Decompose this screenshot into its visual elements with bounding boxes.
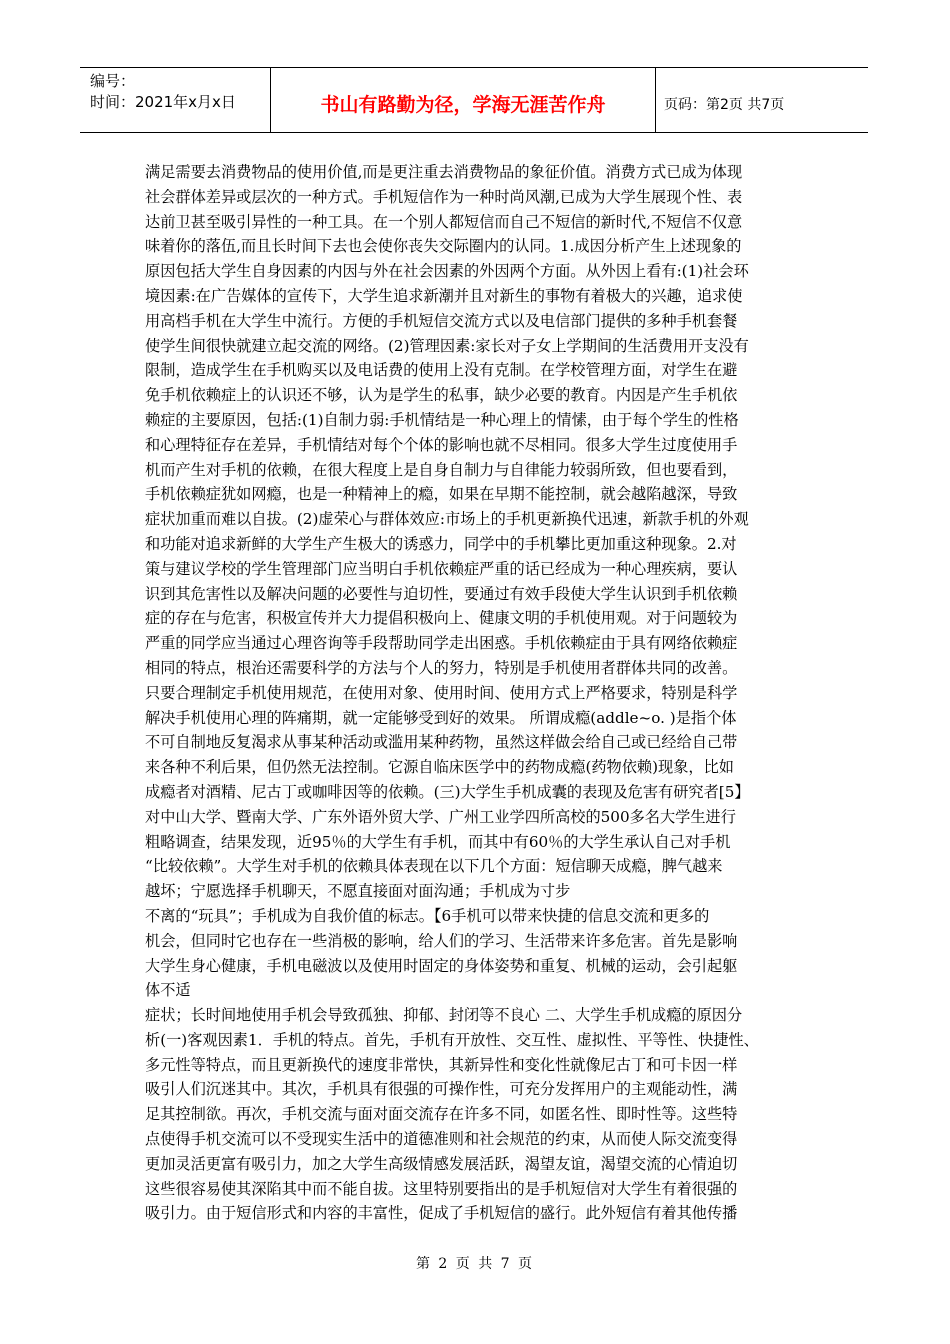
body-text-line: 原因包括大学生自身因素的内因与外在社会因素的外因两个方面。从外因上看有:(1)社会环: [145, 262, 749, 281]
body-text-line: “比较依赖”。大学生对手机的依赖具体表现在以下几个方面：短信聊天成瘾，脾气越来: [145, 857, 723, 876]
body-text-line: 越坏；宁愿选择手机聊天，不愿直接面对面沟通；手机成为寸步: [145, 882, 571, 901]
body-text-line: 机而产生对手机的依赖，在很大程度上是自身自制力与自律能力较弱所致，但也要看到，: [145, 460, 738, 479]
body-text-line: 足其控制欲。再次，手机交流与面对面交流存在许多不同，如匿名性、即时性等。这些特: [145, 1105, 738, 1124]
body-text-line: 机会，但同时它也存在一些消极的影响，给人们的学习、生活带来许多危害。首先是影响: [145, 931, 738, 950]
header-page-label: 页码：第2页 共7页: [664, 97, 785, 113]
body-text-line: 免手机依赖症上的认识还不够，认为是学生的私事，缺少必要的教育。内因是产生手机依: [145, 386, 738, 405]
body-text-line: 症的存在与危害，积极宣传并大力提倡积极向上、健康文明的手机使用观。对于问题较为: [145, 609, 738, 628]
body-text-line: 症状；长时间地使用手机会导致孤独、抑郁、封闭等不良心 二、大学生手机成瘾的原因分: [145, 1006, 743, 1025]
header-divider-left: [270, 68, 271, 132]
document-body: [145, 160, 815, 1226]
header-motto: 书山有路勤为径，学海无涯苦作舟: [320, 94, 606, 116]
header-number-label: 编号：: [90, 72, 136, 90]
body-text-line: 严重的同学应当通过心理咨询等手段帮助同学走出困惑。手机依赖症由于具有网络依赖症: [145, 634, 738, 653]
body-text-line: 味着你的落伍,而且长时间下去也会使你丧失交际圈内的认同。1.成因分析产生上述现象的: [145, 237, 742, 256]
header-bottom-rule: [80, 132, 868, 133]
body-text-line: 使学生间很快就建立起交流的网络。(2)管理因素:家长对子女上学期间的生活费用开支没有: [145, 336, 749, 355]
body-text-line: 吸引力。由于短信形式和内容的丰富性，促成了手机短信的盛行。此外短信有着其他传播: [145, 1204, 738, 1223]
body-text-line: 析(一)客观因素1．手机的特点。首先，手机有开放性、交互性、虚拟性、平等性、快捷性、: [145, 1030, 759, 1049]
page-footer: 第 2 页 共 7 页: [415, 1256, 535, 1272]
body-text-line: 满足需要去消费物品的使用价值,而是更注重去消费物品的象征价值。消费方式已成为体现: [145, 163, 743, 181]
body-text-line: 相同的特点，根治还需要科学的方法与个人的努力，特别是手机使用者群体共同的改善。: [145, 658, 738, 677]
body-text-line: 限制，造成学生在手机购买以及电话费的使用上没有克制。在学校管理方面，对学生在避: [145, 361, 738, 380]
body-text-line: 来各种不利后果，但仍然无法控制。它源自临床医学中的药物成瘾(药物依赖)现象，比如: [145, 758, 734, 777]
body-text-line: 和功能对追求新鲜的大学生产生极大的诱惑力，同学中的手机攀比更加重这种现象。2.对: [145, 534, 737, 553]
header-top-rule: [80, 67, 868, 68]
body-text-line: 和心理特征存在差异，手机情结对每个个体的影响也就不尽相同。很多大学生过度使用手: [145, 435, 738, 454]
body-text-line: 不可自制地反复渴求从事某种活动或滥用某种药物，虽然这样做会给自己或已经给自己带: [145, 733, 738, 752]
body-text-line: 境因素:在广告媒体的宣传下，大学生追求新潮并且对新生的事物有着极大的兴趣，追求使: [145, 286, 743, 305]
body-text-line: 策与建议学校的学生管理部门应当明白手机依赖症严重的话已经成为一种心理疾病，要认: [145, 559, 738, 578]
body-text-line: 赖症的主要原因，包括:(1)自制力弱:手机情结是一种心理上的情愫，由于每个学生的性格: [145, 410, 739, 429]
header-divider-right: [655, 68, 656, 132]
body-text-line: 多元性等特点，而且更新换代的速度非常快，其新异性和变化性就像尼古丁和可卡因一样: [145, 1055, 738, 1074]
body-text-line: 粗略调查，结果发现，近95％的大学生有手机，而其中有60％的大学生承认自己对手机: [145, 832, 731, 851]
body-text-line: 这些很容易使其深陷其中而不能自拔。这里特别要指出的是手机短信对大学生有着很强的: [145, 1179, 738, 1198]
body-text-line: 更加灵活更富有吸引力，加之大学生高级情感发展活跃，渴望友谊，渴望交流的心情迫切: [145, 1154, 738, 1173]
body-text-line: 体不适: [145, 981, 191, 1000]
body-text-line: 社会群体差异或层次的一种方式。手机短信作为一种时尚风潮,已成为大学生展现个性、表: [145, 187, 743, 206]
body-text-line: 吸引人们沉迷其中。其次，手机具有很强的可操作性，可充分发挥用户的主观能动性，满: [145, 1080, 738, 1099]
body-text-line: 症状加重而难以自拔。(2)虚荣心与群体效应:市场上的手机更新换代迅速，新款手机的外观: [145, 510, 749, 529]
header-date-label: 时间：2021年x月x日: [90, 93, 236, 111]
body-text-line: 识到其危害性以及解决问题的必要性与迫切性，要通过有效手段使大学生认识到手机依赖: [145, 584, 738, 603]
body-text-line: 成瘾者对酒精、尼古丁或咖啡因等的依赖。(三)大学生手机成囊的表现及危害有研究者[5】: [145, 782, 750, 801]
body-text-line: 只要合理制定手机使用规范，在使用对象、使用时间、使用方式上严格要求，特别是科学: [145, 683, 738, 702]
body-text-line: 用高档手机在大学生中流行。方便的手机短信交流方式以及电信部门提供的多种手机套餐: [145, 311, 738, 330]
body-text-line: 点使得手机交流可以不受现实生活中的道德准则和社会规范的约束，从而使人际交流变得: [145, 1130, 738, 1149]
body-text-line: 解决手机使用心理的阵痛期，就一定能够受到好的效果。 所谓成瘾(addle~o. )是指个体: [145, 708, 737, 727]
body-text-line: 大学生身心健康，手机电磁波以及使用时固定的身体姿势和重复、机械的运动，会引起躯: [145, 956, 738, 975]
body-text-line: 对中山大学、暨南大学、广东外语外贸大学、广州工业学四所高校的500多名大学生进行: [145, 807, 736, 826]
body-text-line: 不离的“玩具”；手机成为自我价值的标志。【6手机可以带来快捷的信息交流和更多的: [145, 906, 710, 925]
body-text-line: 达前卫甚至吸引异性的一种工具。在一个别人都短信而自己不短信的新时代,不短信不仅意: [145, 212, 743, 231]
body-text-line: 手机依赖症犹如网瘾，也是一种精神上的瘾，如果在早期不能控制，就会越陷越深，导致: [145, 485, 738, 504]
